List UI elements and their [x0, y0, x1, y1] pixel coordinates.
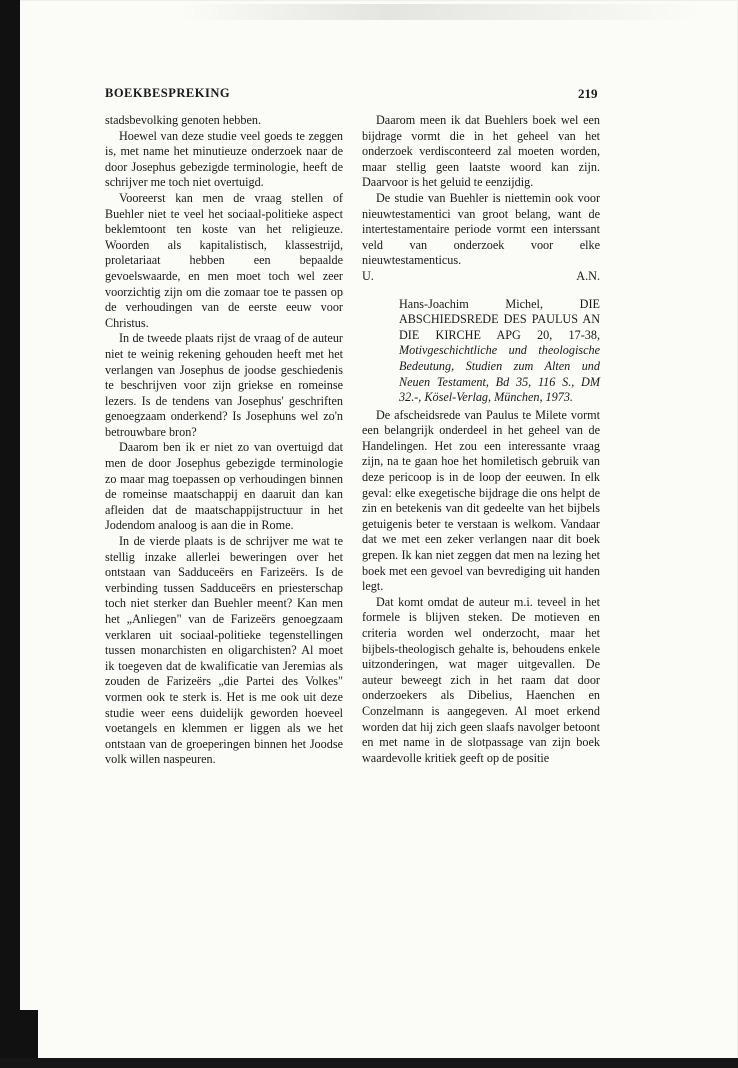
scan-edge-left [0, 0, 20, 1068]
paragraph: stadsbevolking genoten hebben. [105, 113, 262, 127]
signature-initials: A.N. [576, 268, 600, 283]
paragraph: In de vierde plaats is de schrijver me wat te stellig inzake allerlei beweringen over het ontstaan van Sadduceërs en Farizeërs. Is de verbinding tussen Sadduceërs en priesterschap toch niet sterker dan Buehler meent? Kan men het „Anliegen" van de Farizeërs genoegzaam verklaren uit sociaal-politieke tegenstellingen tussen monarchisten en oligarchisten? Al moet ik toegeven dat de kwalificatie van Jeremias als zouden de Farizeërs „die Partei des Volkes" vormen ook te sterk is. Het is me ook uit deze studie weer eens duidelijk geworden hoeveel voetangels en klemmen er liggen als we het ontstaan van de groeperingen binnen het Joodse volk willen naspeuren. [105, 534, 343, 767]
review-series: Motivgeschichtliche und theologische Bedeutung, Studien zum Alten und Neuen Testament, Bd 35, 116 S., DM 32.-, Kösel-Verlag, München, 1973. [399, 343, 600, 405]
scan-edge-bottom [0, 1058, 738, 1068]
paragraph: Vooreerst kan men de vraag stellen of Buehler niet te veel het sociaal-politieke aspect beklemtoont ten koste van het religieuze. Woorden als kapitalistisch, klassestrijd, proletariaat hebben een bepaalde gevoelswaarde, en men moet toch wel zeer voorzichtig zijn om die zomaar toe te passen op de verhoudingen van de eerste eeuw voor Christus. [105, 190, 343, 330]
review-signature [362, 269, 600, 285]
review-heading [399, 297, 600, 406]
paragraph: De afscheidsrede van Paulus te Milete vormt een belangrijk onderdeel in het geheel van de Handelingen. Het zou een interessante vraag zijn, na te gaan hoe het homiletisch gebruik van deze pericoop is in de loop der eeuwen. In elk geval: elke exegetische bijdrage die ons helpt de zin en betekenis van dit gedeelte van het bijbels getuigenis beter te verstaan is welkom. Vandaar dat we met een zeker verlangen naar dit boek grepen. Ik kan niet zeggen dat men na lezing het boek met een gevoel van bevrediging uit handen legt. [362, 407, 600, 594]
paragraph: Hoewel van deze studie veel goeds te zeggen is, met name het minutieuze onderzoek naar de door Josephus gebezigde terminologie, heeft de schrijver me toch niet overtuigd. [105, 128, 343, 190]
paragraph: De studie van Buehler is niettemin ook voor nieuwtestamentici van groot belang, want de intertestamentaire periode vormt een interssant veld van onderzoek voor elke nieuwtestamenticus. [362, 190, 600, 268]
signature-place: U. [362, 268, 374, 283]
paragraph: Daarom meen ik dat Buehlers boek wel een bijdrage vormt die in het geheel van het onderzoek verdisconteerd zal moeten worden, maar stellig geen laatste woord kan zijn. Daarvoor is het geluid te eenzijdig. [362, 113, 600, 190]
scan-smudge [180, 4, 700, 20]
page-number: 219 [578, 86, 598, 101]
paragraph: In de tweede plaats rijst de vraag of de auteur niet te weinig rekening gehouden heeft met het verlangen van Josephus de joodse geschiedenis te beschrijven voor zijn griekse en romeinse lezers. Is de tendens van Josephus' geschriften genoegzaam onderkend? Is Josephuns wel zo'n betrouwbare bron? [105, 331, 343, 439]
running-head: BOEKBESPREKING [105, 86, 231, 100]
right-column [362, 113, 600, 766]
review-title: Hans-Joachim Michel, DIE ABSCHIEDSREDE DES PAULUS AN DIE KIRCHE APG 20, 17-38, [399, 296, 600, 342]
paragraph: Dat komt omdat de auteur m.i. teveel in het formele is blijven steken. De motieven en criteria worden wel onderzocht, maar het bijbels-theologisch gehalte is, behoudens enkele uitzonderingen, wat mager uitgevallen. De auteur beweegt zich in het raam dat door onderzoekers als Dibelius, Haenchen en Conzelmann is aangegeven. Al moet erkend worden dat hij zich geen slaafs navolger betoont en met name in de slotpassage van zijn boek waardevolle kritiek geeft op de positie [362, 594, 600, 765]
paragraph: Daarom ben ik er niet zo van overtuigd dat men de door Josephus gebezigde terminologie zo maar mag toepassen op verhoudingen binnen de romeinse maatschappij en daaruit dan kan afleiden dat de maatschappijstructuur in het Jodendom analoog is aan die in Rome. [105, 440, 343, 533]
left-column [105, 113, 343, 768]
